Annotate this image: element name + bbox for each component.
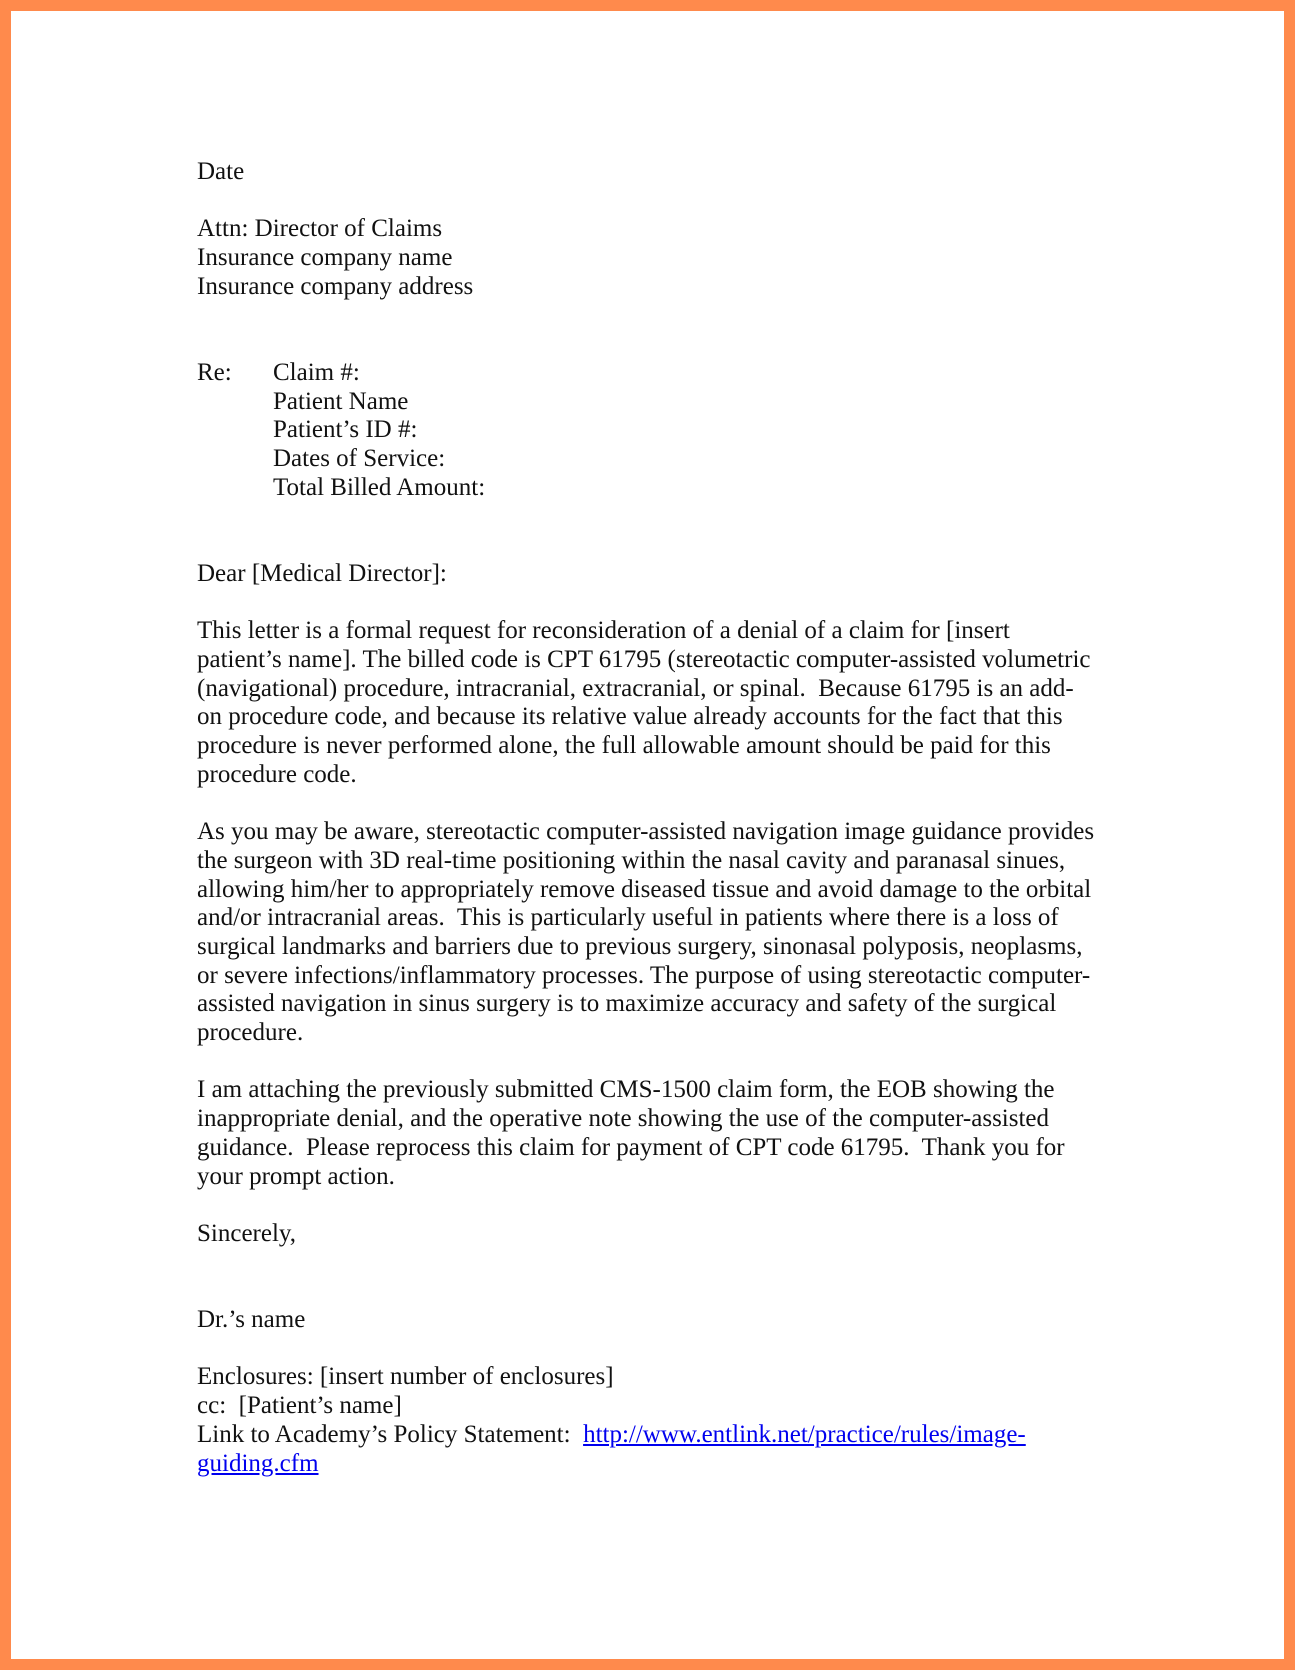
date-line: Date	[197, 158, 245, 185]
policy-link[interactable]: http://www.entlink.net/practice/rules/image-	[583, 1420, 1026, 1448]
re-label: Re:	[197, 358, 232, 386]
paragraph-1-line: procedure is never performed alone, the full allowable amount should be paid for this	[197, 732, 1051, 759]
paragraph-3-line: I am attaching the previously submitted CMS-1500 claim form, the EOB showing the	[197, 1076, 1055, 1104]
recipient-attn: Attn: Director of Claims	[197, 215, 443, 243]
policy-link-continued[interactable]: guiding.cfm	[197, 1449, 319, 1477]
re-dates-of-service: Dates of Service:	[273, 445, 446, 472]
spacer	[197, 302, 1127, 359]
paragraph-1-line: (navigational) procedure, intracranial, extracranial, or spinal. Because 61795 is an add-	[197, 674, 1074, 702]
recipient-company-address: Insurance company address	[197, 272, 474, 300]
paragraph-2-line: surgical landmarks and barriers due to previous surgery, sinonasal polyposis, neoplasms,	[197, 932, 1083, 960]
closing: Sincerely,	[197, 1219, 297, 1247]
salutation: Dear [Medical Director]:	[197, 559, 447, 587]
policy-link-label: Link to Academy’s Policy Statement:	[197, 1420, 584, 1448]
re-patient-name: Patient Name	[273, 387, 409, 415]
paragraph-3-line: inappropriate denial, and the operative note showing the use of the computer-assisted	[197, 1105, 1050, 1133]
paragraph-3-line: guidance. Please reprocess this claim for payment of CPT code 61795. Thank you for	[197, 1133, 1065, 1161]
paragraph-3	[197, 1076, 1127, 1191]
spacer	[197, 589, 1127, 618]
re-claim-number: Claim #:	[273, 358, 360, 386]
spacer	[197, 1249, 1127, 1306]
policy-link-line	[197, 1421, 1127, 1450]
paragraph-2-line: As you may be aware, stereotactic computer-assisted navigation image guidance provides	[197, 818, 1095, 846]
paragraph-2-line: assisted navigation in sinus surgery is to maximize accuracy and safety of the surgical	[197, 990, 1057, 1018]
re-block	[197, 359, 1127, 503]
paragraph-2	[197, 818, 1127, 1048]
paragraph-1-line: patient’s name]. The billed code is CPT 61795 (stereotactic computer-assisted volumetric	[197, 645, 1091, 673]
spacer	[197, 502, 1127, 559]
spacer	[197, 1048, 1127, 1077]
recipient-company-name: Insurance company name	[197, 244, 453, 272]
signature-name: Dr.’s name	[197, 1306, 306, 1333]
paragraph-3-line: your prompt action.	[197, 1162, 395, 1190]
re-patient-id: Patient’s ID #:	[273, 416, 418, 444]
paragraph-1-line: procedure code.	[197, 760, 357, 788]
policy-link-line-2	[197, 1450, 1127, 1479]
re-details	[273, 359, 485, 503]
spacer	[197, 187, 1127, 216]
paragraph-2-line: or severe infections/inflammatory processes. The purpose of using stereotactic computer-	[197, 961, 1091, 989]
paragraph-2-line: procedure.	[197, 1019, 304, 1047]
recipient-block	[197, 215, 1127, 301]
cc-line: cc: [Patient’s name]	[197, 1392, 402, 1420]
paragraph-1-line: This letter is a formal request for reconsideration of a denial of a claim for [insert	[197, 617, 1010, 645]
letter-body	[197, 158, 1127, 1478]
paragraph-2-line: the surgeon with 3D real-time positioning within the nasal cavity and paranasal sinues,	[197, 846, 1066, 874]
spacer	[197, 1191, 1127, 1220]
re-total-billed: Total Billed Amount:	[273, 473, 486, 501]
paragraph-2-line: and/or intracranial areas. This is particularly useful in patients where there is a loss of	[197, 904, 1059, 932]
spacer	[197, 1335, 1127, 1364]
paragraph-1	[197, 617, 1127, 789]
enclosures-line: Enclosures: [insert number of enclosures]	[197, 1363, 614, 1391]
paragraph-2-line: allowing him/her to appropriately remove diseased tissue and avoid damage to the orbital	[197, 875, 1092, 903]
paragraph-1-line: on procedure code, and because its relative value already accounts for the fact that this	[197, 703, 1063, 731]
spacer	[197, 789, 1127, 818]
